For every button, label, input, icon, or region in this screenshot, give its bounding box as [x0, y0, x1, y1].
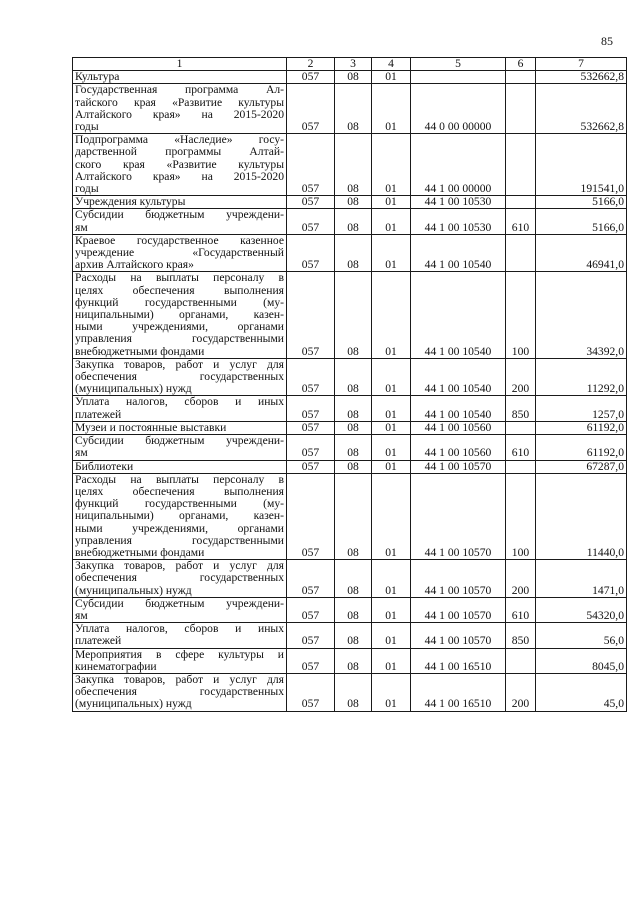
page-number: 85 — [601, 34, 613, 48]
item-name-line: Библиотеки — [75, 459, 134, 473]
item-name-line: функций государственными (му- — [75, 497, 284, 511]
item-name-cell — [73, 71, 287, 84]
item-name-line: ям — [75, 446, 88, 460]
subsection-cell: 01 — [372, 134, 411, 196]
item-name-line: функций государственными (му- — [75, 295, 284, 309]
rzpr-cell: 057 — [287, 435, 335, 460]
item-name-line: ям — [75, 608, 88, 622]
expense-type-cell — [506, 196, 536, 209]
target-article-cell: 44 1 00 10540 — [411, 234, 506, 272]
item-name-cell — [73, 421, 287, 434]
item-name-line: Уплата налогов, сборов и иных — [75, 622, 284, 636]
subsection-cell: 01 — [372, 560, 411, 598]
subsection-cell: 01 — [372, 673, 411, 711]
item-name-line: (муниципальных) нужд — [75, 583, 192, 597]
target-article-cell: 44 1 00 00000 — [411, 134, 506, 196]
item-name-line: ского края «Развитие культуры — [75, 157, 284, 171]
section-cell: 08 — [335, 272, 372, 358]
item-name-cell — [73, 560, 287, 598]
expense-type-cell — [506, 648, 536, 673]
subsection-cell: 01 — [372, 473, 411, 559]
expense-type-cell — [506, 71, 536, 84]
expense-type-cell: 850 — [506, 396, 536, 421]
subsection-cell: 01 — [372, 209, 411, 234]
rzpr-cell: 057 — [287, 234, 335, 272]
item-name-line: дарственной программы Алтай- — [75, 145, 284, 159]
item-name-line: Расходы на выплаты персоналу в — [75, 472, 284, 486]
target-article-cell: 44 1 00 16510 — [411, 648, 506, 673]
amount-cell: 11292,0 — [536, 358, 627, 396]
expense-type-cell — [506, 421, 536, 434]
item-name-line: Закупка товаров, работ и услуг для — [75, 357, 284, 371]
rzpr-cell: 057 — [287, 209, 335, 234]
item-name-line: управления государственными — [75, 332, 284, 346]
rzpr-cell: 057 — [287, 358, 335, 396]
item-name-line: Государственная программа Ал- — [75, 83, 284, 97]
amount-cell: 8045,0 — [536, 648, 627, 673]
item-name-line: платежей — [75, 407, 122, 421]
budget-table — [72, 57, 627, 712]
expense-type-cell: 200 — [506, 358, 536, 396]
section-cell: 08 — [335, 196, 372, 209]
section-cell: 08 — [335, 460, 372, 473]
section-cell: 08 — [335, 396, 372, 421]
rzpr-cell: 057 — [287, 597, 335, 622]
item-name-cell — [73, 196, 287, 209]
subsection-cell: 01 — [372, 435, 411, 460]
expense-type-cell: 200 — [506, 560, 536, 598]
amount-cell: 45,0 — [536, 673, 627, 711]
item-name-line: Субсидии бюджетным учреждени- — [75, 596, 284, 610]
subsection-cell: 01 — [372, 460, 411, 473]
column-number-row — [73, 58, 627, 71]
item-name-line: целях обеспечения выполнения — [75, 484, 284, 498]
expense-type-cell: 100 — [506, 272, 536, 358]
item-name-line: учреждение «Государственный — [75, 246, 284, 260]
section-cell: 08 — [335, 234, 372, 272]
amount-cell: 54320,0 — [536, 597, 627, 622]
rzpr-cell: 057 — [287, 473, 335, 559]
target-article-cell: 44 1 00 10530 — [411, 196, 506, 209]
table-row — [73, 84, 627, 134]
item-name-cell — [73, 648, 287, 673]
table-row — [73, 560, 627, 598]
expense-type-cell — [506, 134, 536, 196]
amount-cell: 532662,8 — [536, 71, 627, 84]
section-cell: 08 — [335, 560, 372, 598]
item-name-line: ниципальными) органами, казен- — [75, 308, 284, 322]
rzpr-cell: 057 — [287, 84, 335, 134]
item-name-line: Мероприятия в сфере культуры и — [75, 647, 284, 661]
table-row — [73, 209, 627, 234]
expense-type-cell: 100 — [506, 473, 536, 559]
item-name-line: Алтайского края» на 2015-2020 — [75, 107, 284, 121]
item-name-line: внебюджетными фондами — [75, 344, 205, 358]
expense-type-cell — [506, 234, 536, 272]
section-cell: 08 — [335, 473, 372, 559]
table-row — [73, 396, 627, 421]
subsection-cell: 01 — [372, 84, 411, 134]
target-article-cell: 44 1 00 16510 — [411, 673, 506, 711]
item-name-line: ными учреждениями, органами — [75, 320, 284, 334]
expense-type-cell: 610 — [506, 435, 536, 460]
subsection-cell: 01 — [372, 396, 411, 421]
amount-cell: 56,0 — [536, 623, 627, 648]
amount-cell: 34392,0 — [536, 272, 627, 358]
table-row — [73, 435, 627, 460]
item-name-line: ными учреждениями, органами — [75, 521, 284, 535]
item-name-cell — [73, 84, 287, 134]
expense-type-cell — [506, 460, 536, 473]
rzpr-cell: 057 — [287, 134, 335, 196]
rzpr-cell: 057 — [287, 421, 335, 434]
item-name-line: целях обеспечения выполнения — [75, 283, 284, 297]
subsection-cell: 01 — [372, 234, 411, 272]
section-cell: 08 — [335, 134, 372, 196]
item-name-line: (муниципальных) нужд — [75, 382, 192, 396]
item-name-cell — [73, 673, 287, 711]
amount-cell: 61192,0 — [536, 421, 627, 434]
item-name-line: Закупка товаров, работ и услуг для — [75, 672, 284, 686]
table-row — [73, 421, 627, 434]
target-article-cell: 44 1 00 10570 — [411, 473, 506, 559]
rzpr-cell: 057 — [287, 196, 335, 209]
item-name-line: тайского края «Развитие культуры — [75, 95, 284, 109]
section-cell: 08 — [335, 435, 372, 460]
section-cell: 08 — [335, 673, 372, 711]
rzpr-cell: 057 — [287, 71, 335, 84]
item-name-cell — [73, 597, 287, 622]
item-name-cell — [73, 473, 287, 559]
item-name-line: ниципальными) органами, казен- — [75, 509, 284, 523]
table-row — [73, 134, 627, 196]
item-name-cell — [73, 435, 287, 460]
item-name-line: Музеи и постоянные выставки — [75, 420, 227, 434]
target-article-cell — [411, 71, 506, 84]
table-row — [73, 597, 627, 622]
item-name-line: обеспечения государственных — [75, 370, 284, 384]
item-name-line: обеспечения государственных — [75, 571, 284, 585]
amount-cell: 61192,0 — [536, 435, 627, 460]
table-row — [73, 272, 627, 358]
column-header: 1 — [73, 58, 287, 71]
rzpr-cell: 057 — [287, 396, 335, 421]
item-name-line: обеспечения государственных — [75, 685, 284, 699]
amount-cell: 191541,0 — [536, 134, 627, 196]
section-cell: 08 — [335, 84, 372, 134]
rzpr-cell: 057 — [287, 623, 335, 648]
item-name-line: Закупка товаров, работ и услуг для — [75, 559, 284, 573]
item-name-cell — [73, 234, 287, 272]
item-name-line: годы — [75, 182, 99, 196]
expense-type-cell: 850 — [506, 623, 536, 648]
table-row — [73, 473, 627, 559]
amount-cell: 1471,0 — [536, 560, 627, 598]
subsection-cell: 01 — [372, 597, 411, 622]
target-article-cell: 44 1 00 10570 — [411, 560, 506, 598]
section-cell: 08 — [335, 623, 372, 648]
amount-cell: 67287,0 — [536, 460, 627, 473]
item-name-line: управления государственными — [75, 533, 284, 547]
item-name-cell — [73, 272, 287, 358]
section-cell: 08 — [335, 648, 372, 673]
rzpr-cell: 057 — [287, 673, 335, 711]
rzpr-cell: 057 — [287, 648, 335, 673]
item-name-line: Субсидии бюджетным учреждени- — [75, 208, 284, 222]
subsection-cell: 01 — [372, 71, 411, 84]
amount-cell: 46941,0 — [536, 234, 627, 272]
section-cell: 08 — [335, 421, 372, 434]
target-article-cell: 44 1 00 10560 — [411, 421, 506, 434]
item-name-cell — [73, 358, 287, 396]
section-cell: 08 — [335, 209, 372, 234]
item-name-line: Расходы на выплаты персоналу в — [75, 271, 284, 285]
target-article-cell: 44 1 00 10530 — [411, 209, 506, 234]
column-header: 4 — [372, 58, 411, 71]
target-article-cell: 44 0 00 00000 — [411, 84, 506, 134]
expense-type-cell: 200 — [506, 673, 536, 711]
section-cell: 08 — [335, 71, 372, 84]
item-name-line: кинематографии — [75, 659, 157, 673]
amount-cell: 532662,8 — [536, 84, 627, 134]
rzpr-cell: 057 — [287, 272, 335, 358]
target-article-cell: 44 1 00 10560 — [411, 435, 506, 460]
subsection-cell: 01 — [372, 272, 411, 358]
amount-cell: 1257,0 — [536, 396, 627, 421]
item-name-cell — [73, 623, 287, 648]
amount-cell: 5166,0 — [536, 196, 627, 209]
table-row — [73, 71, 627, 84]
item-name-line: Учреждения культуры — [75, 195, 186, 209]
expense-type-cell — [506, 84, 536, 134]
section-cell: 08 — [335, 358, 372, 396]
amount-cell: 11440,0 — [536, 473, 627, 559]
table-row — [73, 196, 627, 209]
subsection-cell: 01 — [372, 358, 411, 396]
item-name-line: архив Алтайского края» — [75, 258, 194, 272]
section-cell: 08 — [335, 597, 372, 622]
rzpr-cell: 057 — [287, 560, 335, 598]
subsection-cell: 01 — [372, 623, 411, 648]
target-article-cell: 44 1 00 10570 — [411, 597, 506, 622]
item-name-line: платежей — [75, 634, 122, 648]
table-row — [73, 234, 627, 272]
table-row — [73, 460, 627, 473]
item-name-line: Субсидии бюджетным учреждени- — [75, 434, 284, 448]
item-name-line: Краевое государственное казенное — [75, 233, 284, 247]
item-name-cell — [73, 134, 287, 196]
item-name-line: Подпрограмма «Наследие» госу- — [75, 133, 284, 147]
subsection-cell: 01 — [372, 421, 411, 434]
item-name-line: (муниципальных) нужд — [75, 697, 192, 711]
rzpr-cell: 057 — [287, 460, 335, 473]
item-name-cell — [73, 209, 287, 234]
expense-type-cell: 610 — [506, 597, 536, 622]
item-name-line: Алтайского края» на 2015-2020 — [75, 169, 284, 183]
target-article-cell: 44 1 00 10540 — [411, 358, 506, 396]
item-name-cell — [73, 460, 287, 473]
item-name-line: ям — [75, 220, 88, 234]
table-row — [73, 358, 627, 396]
target-article-cell: 44 1 00 10570 — [411, 460, 506, 473]
column-header: 6 — [506, 58, 536, 71]
amount-cell: 5166,0 — [536, 209, 627, 234]
subsection-cell: 01 — [372, 648, 411, 673]
item-name-line: годы — [75, 120, 99, 134]
item-name-line: Уплата налогов, сборов и иных — [75, 395, 284, 409]
item-name-line: внебюджетными фондами — [75, 545, 205, 559]
column-header: 7 — [536, 58, 627, 71]
table-row — [73, 648, 627, 673]
table-row — [73, 623, 627, 648]
expense-type-cell: 610 — [506, 209, 536, 234]
subsection-cell: 01 — [372, 196, 411, 209]
column-header: 2 — [287, 58, 335, 71]
column-header: 3 — [335, 58, 372, 71]
item-name-line: Культура — [75, 70, 120, 84]
item-name-cell — [73, 396, 287, 421]
table-row — [73, 673, 627, 711]
column-header: 5 — [411, 58, 506, 71]
target-article-cell: 44 1 00 10540 — [411, 396, 506, 421]
target-article-cell: 44 1 00 10570 — [411, 623, 506, 648]
target-article-cell: 44 1 00 10540 — [411, 272, 506, 358]
